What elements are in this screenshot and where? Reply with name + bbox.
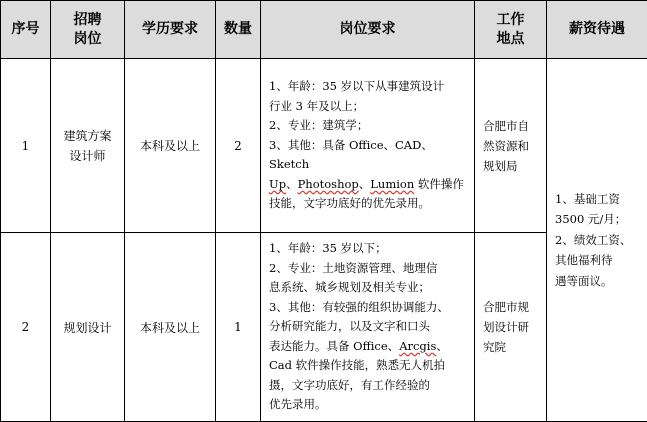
header-seq: 序号 — [1, 1, 51, 59]
table-row — [1, 59, 647, 233]
header-position: 招聘 岗位 — [51, 1, 125, 59]
header-row — [1, 1, 647, 59]
row2-education: 本科及以上 — [125, 233, 216, 422]
row2-quantity: 1 — [216, 233, 261, 422]
header-location: 工作 地点 — [475, 1, 547, 59]
header-quantity: 数量 — [216, 1, 261, 59]
header-salary: 薪资待遇 — [547, 1, 647, 59]
row2-position: 规划设计 — [51, 233, 125, 422]
header-education: 学历要求 — [125, 1, 216, 59]
row2-requirements: 1、年龄：35 岁以下； 2、专业：土地资源管理、地理信 息系统、城乡规划及相关专业； 3、其他：有较强的组织协调能力、 分析研究能力，以及文字和口头 表达能力。具备 Office、Arcgis、 Cad 软件操作技能，熟悉无人机拍 摄，文字功底好，有工作经验的 优先录用。 — [261, 233, 475, 422]
row1-position: 建筑方案 设计师 — [51, 59, 125, 233]
row1-education: 本科及以上 — [125, 59, 216, 233]
row1-quantity: 2 — [216, 59, 261, 233]
row2-seq: 2 — [1, 233, 51, 422]
row1-location: 合肥市自 然资源和 规划局 — [475, 59, 547, 233]
row2-location: 合肥市规 划设计研 究院 — [475, 233, 547, 422]
salary-cell: 1、基础工资 3500 元/月； 2、绩效工资、 其他福利待 遇等面议。 — [547, 59, 647, 422]
row1-requirements: 1、年龄：35 岁以下从事建筑设计 行业 3 年及以上； 2、专业：建筑学； 3、其他：具备 Office、CAD、Sketch Up、Photoshop、Lumion 软件操作 技能，文字功底好的优先录用。 — [261, 59, 475, 233]
header-requirements: 岗位要求 — [261, 1, 475, 59]
row1-seq: 1 — [1, 59, 51, 233]
